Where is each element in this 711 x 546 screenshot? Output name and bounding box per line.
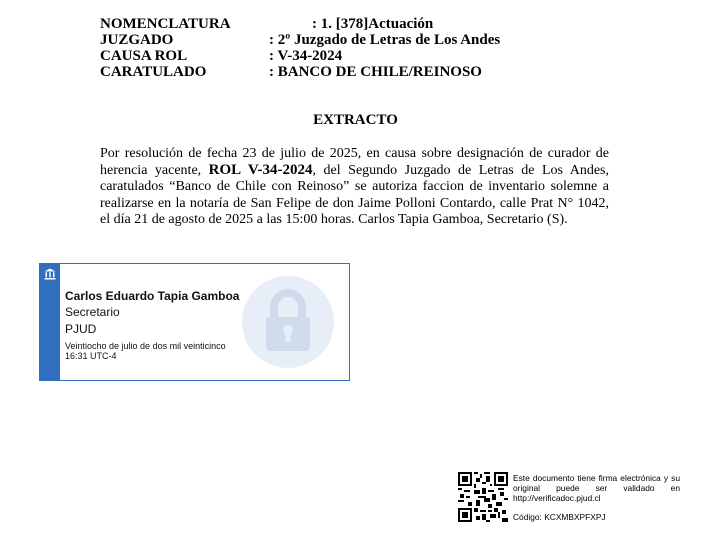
header-key: JUZGADO — [100, 32, 174, 48]
header-key: NOMENCLATURA — [100, 16, 231, 32]
verification-text: Este documento tiene firma electrónica y su original puede ser validado en http://verificadoc.pjud.cl — [513, 473, 680, 503]
signature-stripe — [40, 264, 60, 380]
signer-name: Carlos Eduardo Tapia Gamboa — [65, 289, 240, 303]
lock-icon — [240, 274, 336, 370]
verification-code: Código: KCXMBXPFXPJ — [513, 512, 606, 522]
signature-text — [65, 289, 239, 361]
signer-role: Secretario — [65, 305, 120, 319]
signature-date — [65, 341, 239, 361]
header-value: : BANCO DE CHILE/REINOSO — [269, 64, 482, 80]
header-value: : V-34-2024 — [269, 48, 343, 64]
extract-body — [100, 146, 609, 228]
document-title: EXTRACTO — [313, 112, 398, 128]
header-key: CARATULADO — [100, 64, 207, 80]
rol-number: ROL V-34-2024 — [208, 162, 313, 179]
qr-code-icon — [458, 472, 508, 522]
signature-date-line: Veintiocho de julio de dos mil veinticinco — [65, 341, 226, 351]
header-value: : 1. [378]Actuación — [312, 16, 434, 32]
body-part-1: Por resolución de fecha 23 de julio de 2025, en causa sobre designación de curador de herencia yacente, — [100, 146, 609, 179]
electronic-signature-card — [39, 263, 350, 381]
body-part-2: , del Segundo Juzgado de Letras de Los Andes, caratulados “Banco de Chile con Reinoso” se autoriza faccion de inventario solemne a realizarse en la notaría de San Felipe de don Jaime Polloni Contardo, calle Prat N° 1042, el día 21 de agosto de 2025 a las 15:00 horas. Carlos Tapia Gamboa, Secretario (S). — [100, 163, 609, 227]
institution-icon — [44, 268, 56, 280]
header-key: CAUSA ROL — [100, 48, 188, 64]
signature-time-line: 16:31 UTC-4 — [65, 351, 117, 361]
signer-org: PJUD — [65, 322, 97, 336]
header-value: : 2º Juzgado de Letras de Los Andes — [269, 32, 501, 48]
